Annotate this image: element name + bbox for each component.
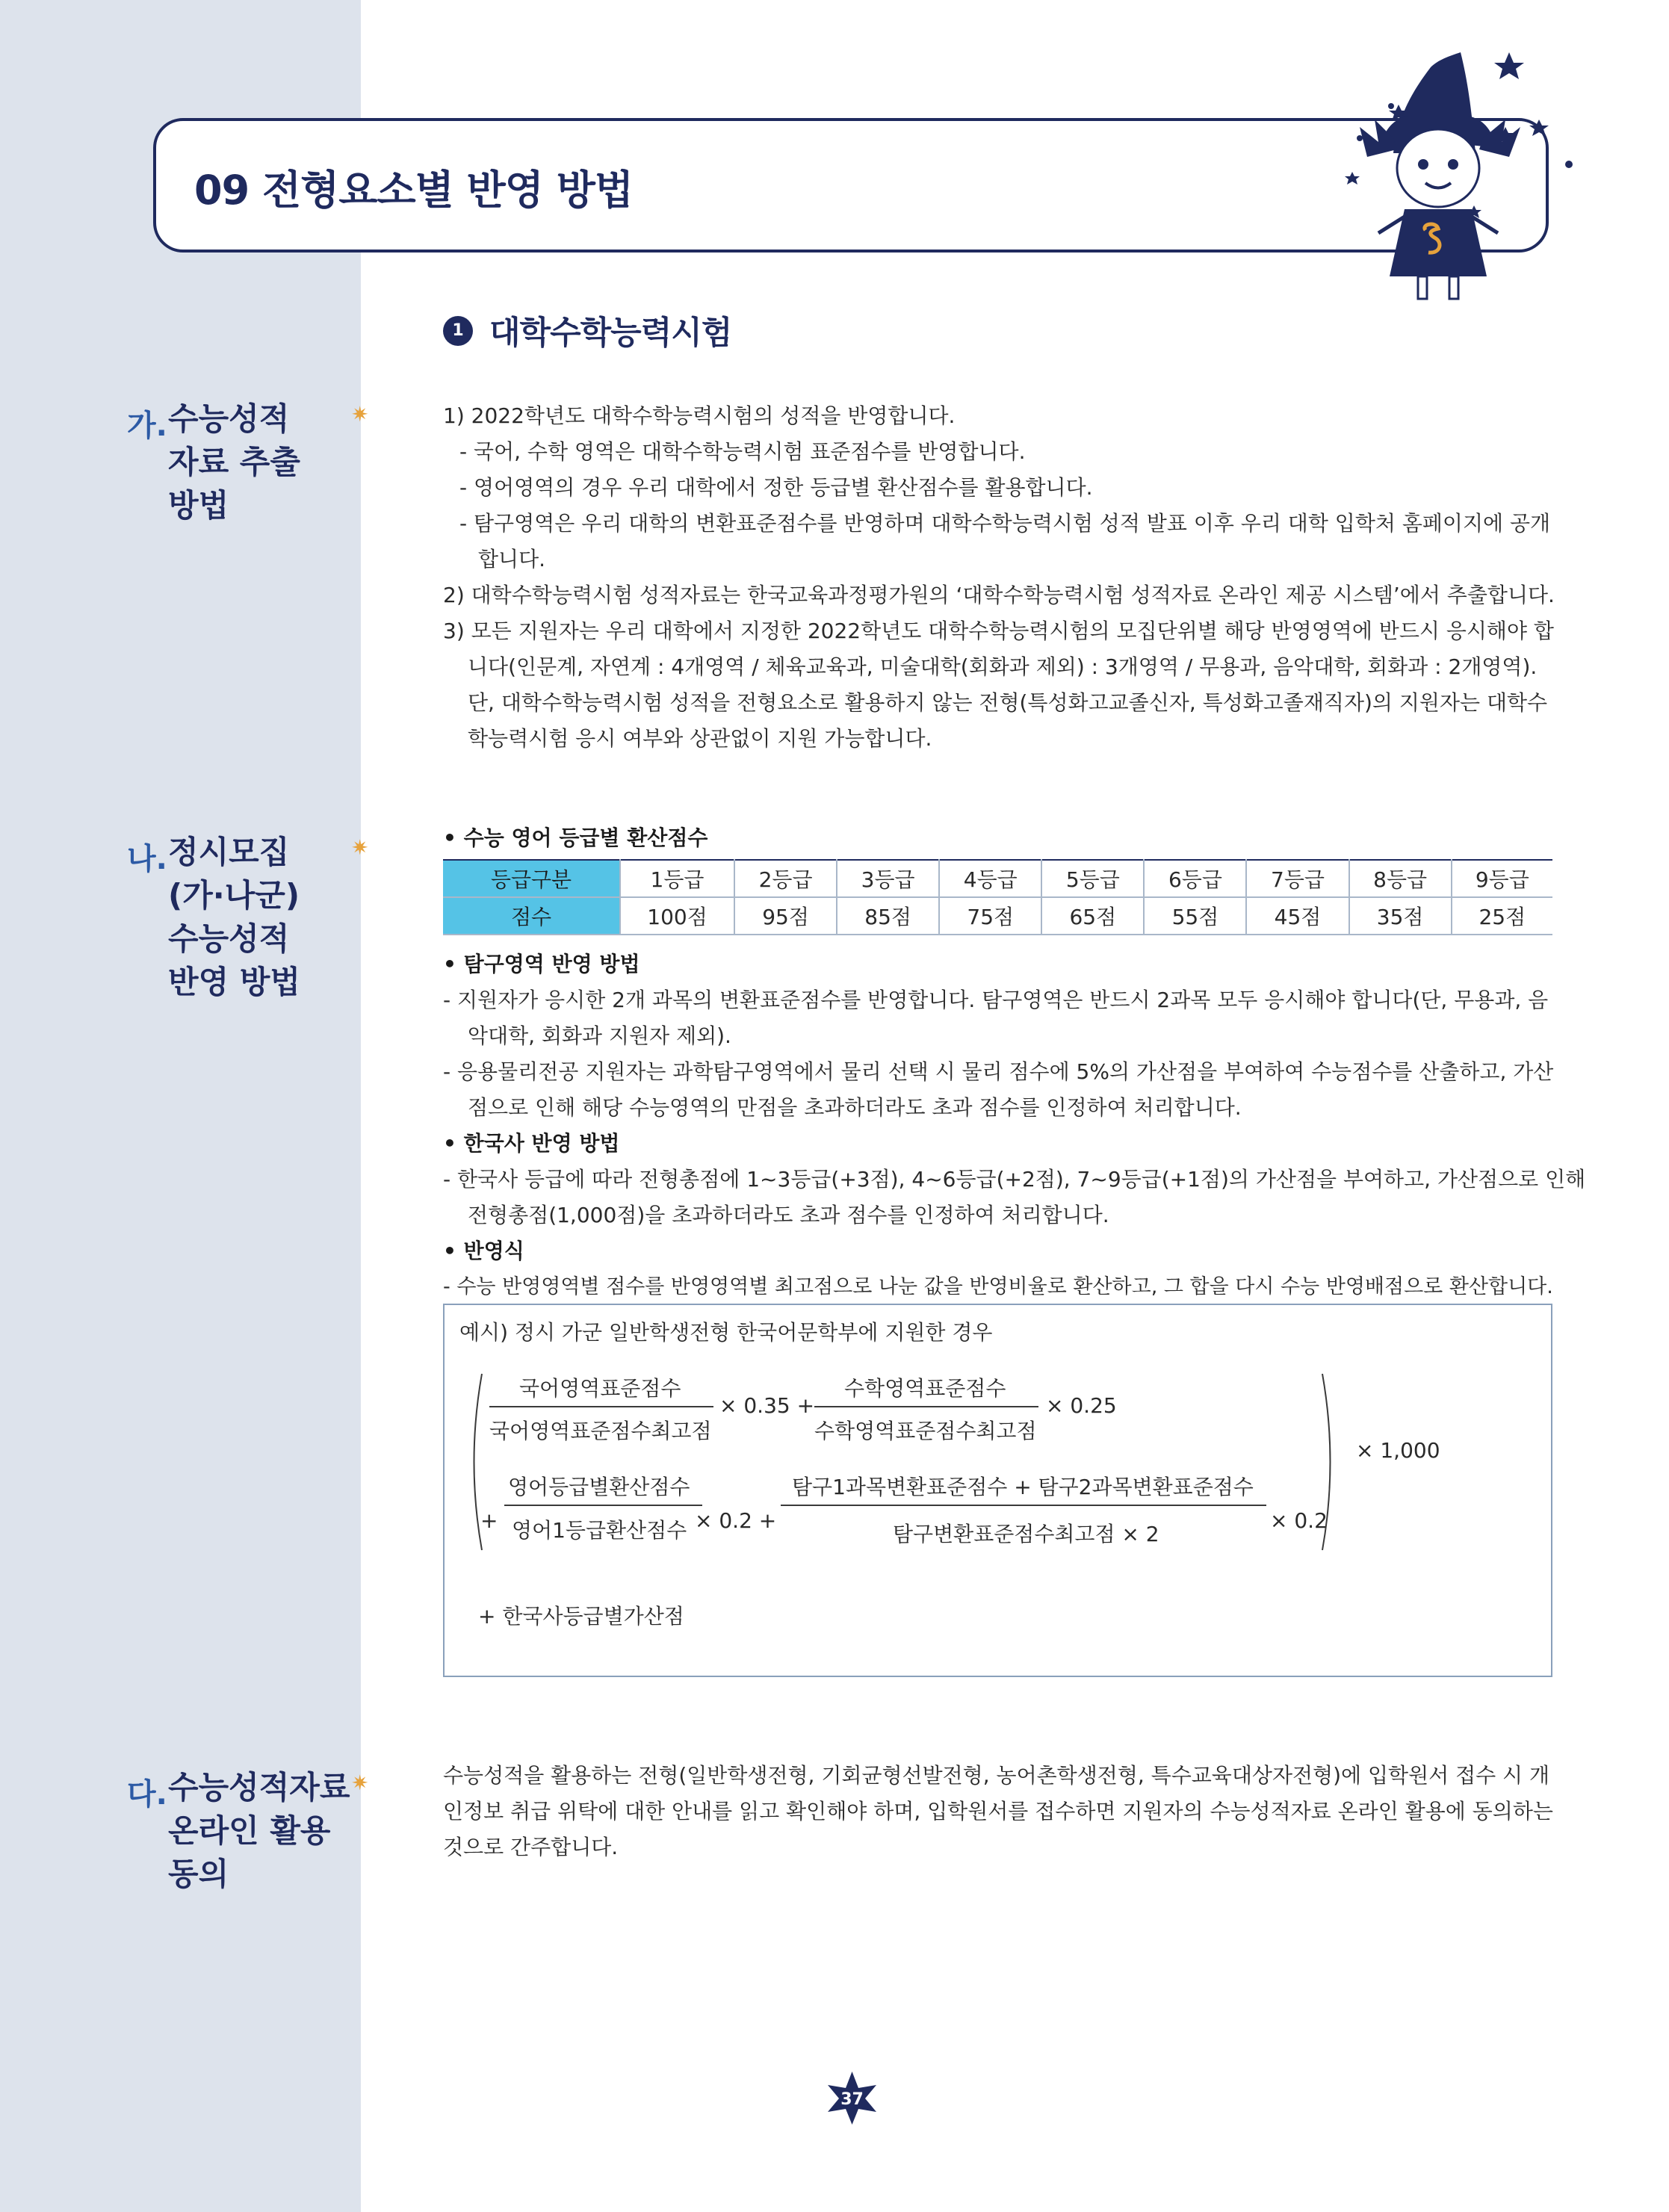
text-line: 점으로 인해 해당 수능영역의 만점을 초과하더라도 초과 점수를 인정하여 처리합니다. — [468, 1095, 1242, 1120]
math-weight: × 0.25 — [1046, 1393, 1117, 1418]
side-label-line: 자료 추출 — [168, 444, 300, 480]
text-line: - 수능 반영영역별 점수를 반영영역별 최고점으로 나눈 값을 반영비율로 환산하고, 그 합을 다시 수능 반영배점으로 환산합니다. — [443, 1275, 1553, 1298]
table-row — [443, 897, 1552, 935]
side-label-line: 반영 방법 — [168, 964, 300, 1000]
side-label-line: 정시모집 — [168, 834, 290, 870]
side-label-da — [168, 1766, 350, 1896]
english-weight: × 0.2 + — [695, 1508, 777, 1533]
star-icon — [1494, 52, 1524, 79]
text-line: 2) 대학수학능력시험 성적자료는 한국교육과정평가원의 ‘대학수학능력시험 성적자료 온라인 제공 시스템’에서 추출합니다. — [443, 583, 1555, 607]
score-cell: 55점 — [1144, 897, 1246, 935]
text-line: 1) 2022학년도 대학수학능력시험의 성적을 반영합니다. — [443, 403, 956, 428]
score-cell: 75점 — [939, 897, 1041, 935]
ga-body-text — [443, 398, 1555, 757]
bullet-heading: • 한국사 반영 방법 — [443, 1131, 620, 1156]
english-grade-table — [443, 859, 1552, 935]
table-header-cell: 점수 — [443, 897, 620, 935]
grade-cell: 1등급 — [620, 860, 734, 897]
section-title: 대학수학능력시험 — [489, 315, 732, 352]
asterisk-icon: ✷ — [351, 835, 369, 860]
score-cell: 85점 — [837, 897, 939, 935]
score-cell: 95점 — [734, 897, 837, 935]
text-line: 인정보 취급 위탁에 대한 안내를 읽고 확인해야 하며, 입학원서를 접수하면 지원자의 수능성적자료 온라인 활용에 동의하는 — [443, 1799, 1553, 1824]
fraction-bar — [814, 1406, 1038, 1407]
total-multiplier: × 1,000 — [1356, 1438, 1440, 1463]
side-mark-ga: 가. — [127, 409, 167, 443]
star-icon — [1345, 172, 1360, 185]
star-icon — [1529, 120, 1549, 136]
tamgu-denominator: 탐구변환표준점수최고점 × 2 — [893, 1522, 1159, 1546]
grade-cell: 2등급 — [734, 860, 837, 897]
text-line: 것으로 간주합니다. — [443, 1835, 619, 1859]
text-line: - 국어, 수학 영역은 대학수학능력시험 표준점수를 반영합니다. — [459, 439, 1026, 464]
text-line: - 응용물리전공 지원자는 과학탐구영역에서 물리 선택 시 물리 점수에 5%의 가산점을 부여하여 수능점수를 산출하고, 가산 — [443, 1059, 1554, 1084]
text-line: 니다(인문계, 자연계 : 4개영역 / 체육교육과, 미술대학(회화과 제외) : 3개영역 / 무용과, 음악대학, 회화과 : 2개영역). — [468, 654, 1538, 679]
grade-cell: 4등급 — [939, 860, 1041, 897]
grade-cell: 8등급 — [1349, 860, 1452, 897]
korean-weight: × 0.35 + — [719, 1393, 815, 1418]
grade-cell: 3등급 — [837, 860, 939, 897]
grade-cell: 9등급 — [1452, 860, 1552, 897]
text-line: 학능력시험 응시 여부와 상관없이 지원 가능합니다. — [468, 726, 932, 751]
score-cell: 100점 — [620, 897, 734, 935]
page-number-badge — [824, 2070, 880, 2126]
section-heading — [443, 308, 731, 353]
score-cell: 65점 — [1041, 897, 1144, 935]
bullet-heading: • 탐구영역 반영 방법 — [443, 952, 640, 976]
fraction-bar — [781, 1505, 1266, 1506]
asterisk-icon: ✷ — [351, 402, 369, 427]
text-line: - 탐구영역은 우리 대학의 변환표준점수를 반영하며 대학수학능력시험 성적 발표 이후 우리 대학 입학처 홈페이지에 공개 — [459, 511, 1551, 536]
asterisk-icon: ✷ — [351, 1770, 369, 1795]
score-cell: 45점 — [1246, 897, 1348, 935]
grade-cell: 5등급 — [1041, 860, 1144, 897]
korean-denominator: 국어영역표준점수최고점 — [489, 1419, 712, 1443]
english-table-caption: • 수능 영어 등급별 환산점수 — [443, 825, 708, 850]
history-bonus: + 한국사등급별가산점 — [478, 1604, 684, 1629]
da-body-text — [443, 1758, 1552, 1865]
text-line: 전형총점(1,000점)을 초과하더라도 초과 점수를 인정하여 처리합니다. — [468, 1203, 1109, 1227]
math-denominator: 수학영역표준점수최고점 — [814, 1419, 1037, 1443]
side-label-ga — [168, 397, 300, 527]
section-number-badge: 1 — [443, 316, 473, 346]
text-line: - 한국사 등급에 따라 전형총점에 1~3등급(+3점), 4~6등급(+2점), 7~9등급(+1점)의 가산점을 부여하고, 가산점으로 인해 — [443, 1167, 1586, 1192]
side-mark-da: 다. — [127, 1777, 167, 1812]
side-label-line: 방법 — [168, 487, 229, 524]
formula-box — [443, 1304, 1552, 1677]
english-denominator: 영어1등급환산점수 — [512, 1518, 687, 1543]
side-label-na — [168, 831, 300, 1004]
table-header-cell: 등급구분 — [443, 860, 620, 897]
score-cell: 35점 — [1349, 897, 1452, 935]
side-label-line: 수능성적 — [168, 920, 290, 957]
score-cell: 25점 — [1452, 897, 1552, 935]
fraction-bar — [489, 1406, 713, 1407]
math-numerator: 수학영역표준점수 — [844, 1376, 1006, 1401]
plus-sign: + — [480, 1508, 498, 1533]
text-line: - 지원자가 응시한 2개 과목의 변환표준점수를 반영합니다. 탐구영역은 반드시 2과목 모두 응시해야 합니다(단, 무용과, 음 — [443, 988, 1549, 1012]
korean-numerator: 국어영역표준점수 — [519, 1376, 681, 1401]
tamgu-numerator: 탐구1과목변환표준점수 + 탐구2과목변환표준점수 — [792, 1475, 1254, 1499]
formula-example: 예시) 정시 가군 일반학생전형 한국어문학부에 지원한 경우 — [459, 1320, 993, 1345]
grade-cell: 6등급 — [1144, 860, 1246, 897]
text-line: 3) 모든 지원자는 우리 대학에서 지정한 2022학년도 대학수학능력시험의 모집단위별 해당 반영영역에 반드시 응시해야 합 — [443, 619, 1554, 643]
side-label-line: (가·나군) — [168, 877, 300, 914]
bullet-heading: • 반영식 — [443, 1239, 524, 1263]
text-line: 수능성적을 활용하는 전형(일반학생전형, 기회균형선발전형, 농어촌학생전형, 특수교육대상자전형)에 입학원서 접수 시 개 — [443, 1763, 1550, 1788]
table-row — [443, 860, 1552, 897]
side-mark-na: 나. — [127, 842, 167, 876]
grade-cell: 7등급 — [1246, 860, 1348, 897]
side-label-line: 온라인 활용 — [168, 1812, 331, 1849]
text-line: 합니다. — [478, 547, 546, 571]
side-label-line: 수능성적 — [168, 400, 290, 437]
side-label-line: 동의 — [168, 1856, 229, 1892]
english-numerator: 영어등급별환산점수 — [508, 1475, 690, 1499]
side-label-line: 수능성적자료 — [168, 1769, 350, 1806]
text-line: 단, 대학수학능력시험 성적을 전형요소로 활용하지 않는 전형(특성화고교졸신자, 특성화고졸재직자)의 지원자는 대학수 — [468, 690, 1548, 715]
text-line: - 영어영역의 경우 우리 대학에서 정한 등급별 환산점수를 활용합니다. — [459, 475, 1093, 500]
tamgu-weight: × 0.2 — [1270, 1508, 1328, 1533]
mascot-illustration — [1225, 37, 1576, 306]
fraction-bar — [504, 1505, 702, 1506]
na-body-text — [443, 947, 1586, 1305]
page-number: 37 — [840, 2090, 864, 2109]
text-line: 악대학, 회화과 지원자 제외). — [468, 1023, 731, 1048]
page-title: 09 전형요소별 반영 방법 — [194, 167, 634, 214]
